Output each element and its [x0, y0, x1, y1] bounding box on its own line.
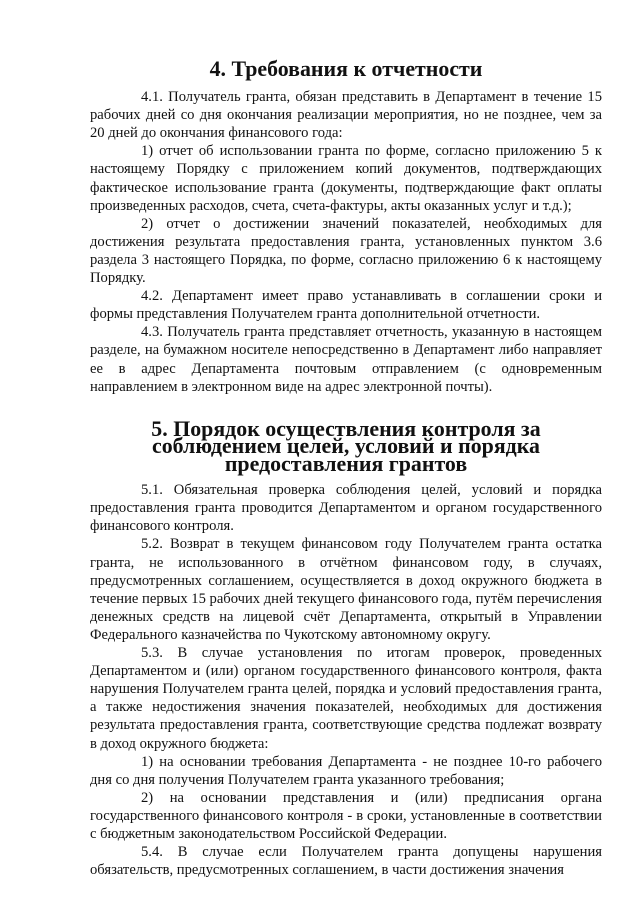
paragraph-5-4: 5.4. В случае если Получателем гранта допущены нарушения обязательств, предусмотренных соглашением, в части достижения значения: [90, 844, 602, 879]
paragraph-4-3: 4.3. Получатель гранта представляет отчетность, указанную в настоящем разделе, на бумажном носителе непосредственно в Департамент либо направляет ее в адрес Департамента почтовым отправлением (с одновременным направлением в электронном виде на адрес электронной почты).: [90, 324, 602, 395]
section-5-heading: 5. Порядок осуществления контроля за соблюдением целей, условий и порядка предоставления грантов: [151, 415, 541, 476]
paragraph-5-3: 5.3. В случае установления по итогам проверок, проведенных Департаментом и (или) органом государственного финансового контроля, факта нарушения Получателем гранта целей, порядка и условий предоставления гранта, а также недостижения значения показателей, необходимых для достижения результата предоставления гранта, соответствующие средства подлежат возврату в доход окружного бюджета:: [90, 645, 602, 752]
paragraph-5-1: 5.1. Обязательная проверка соблюдения целей, условий и порядка предоставления гранта проводится Департаментом и органом государственного финансового контроля.: [90, 482, 602, 535]
section-4-heading: 4. Требования к отчетности: [209, 56, 483, 81]
paragraph-4-2: 4.2. Департамент имеет право устанавливать в соглашении сроки и формы представления Получателем гранта дополнительной отчетности.: [90, 288, 602, 323]
document-page: [90, 56, 602, 879]
paragraph-4-1: 4.1. Получатель гранта, обязан представить в Департамент в течение 15 рабочих дней со дня окончания реализации мероприятия, но не позднее, чем за 20 дней до окончания финансового года:: [90, 89, 602, 142]
paragraph-4-1-item-1: 1) отчет об использовании гранта по форме, согласно приложению 5 к настоящему Порядку с приложением копий документов, подтверждающих фактическое использование гранта (документы, подтверждающие факт оплаты произведенных расходов, счета, счета-фактуры, акты оказанных услуг и т.д.);: [90, 143, 602, 214]
paragraph-5-3-item-1: 1) на основании требования Департамента - не позднее 10-го рабочего дня со дня получения Получателем гранта указанного требования;: [90, 753, 602, 788]
paragraph-5-3-item-2: 2) на основании представления и (или) предписания органа государственного финансового контроля - в сроки, установленные в соответствии с бюджетным законодательством Российской Федерации.: [90, 789, 602, 842]
paragraph-4-1-item-2: 2) отчет о достижении значений показателей, необходимых для достижения результата предоставления гранта, установленных пунктом 3.6 раздела 3 настоящего Порядка, по форме, согласно приложению 6 к настоящему Порядку.: [90, 215, 602, 287]
paragraph-5-2: 5.2. Возврат в текущем финансовом году Получателем гранта остатка гранта, не использованного в отчётном финансовом году, в случаях, предусмотренных соглашением, осуществляется в доход окружного бюджета в течение первых 15 рабочих дней текущего финансового года, путём перечисления денежных средств на лицевой счёт Департамента, открытый в Управлении Федерального казначейства по Чукотскому автономному округу.: [90, 536, 602, 643]
